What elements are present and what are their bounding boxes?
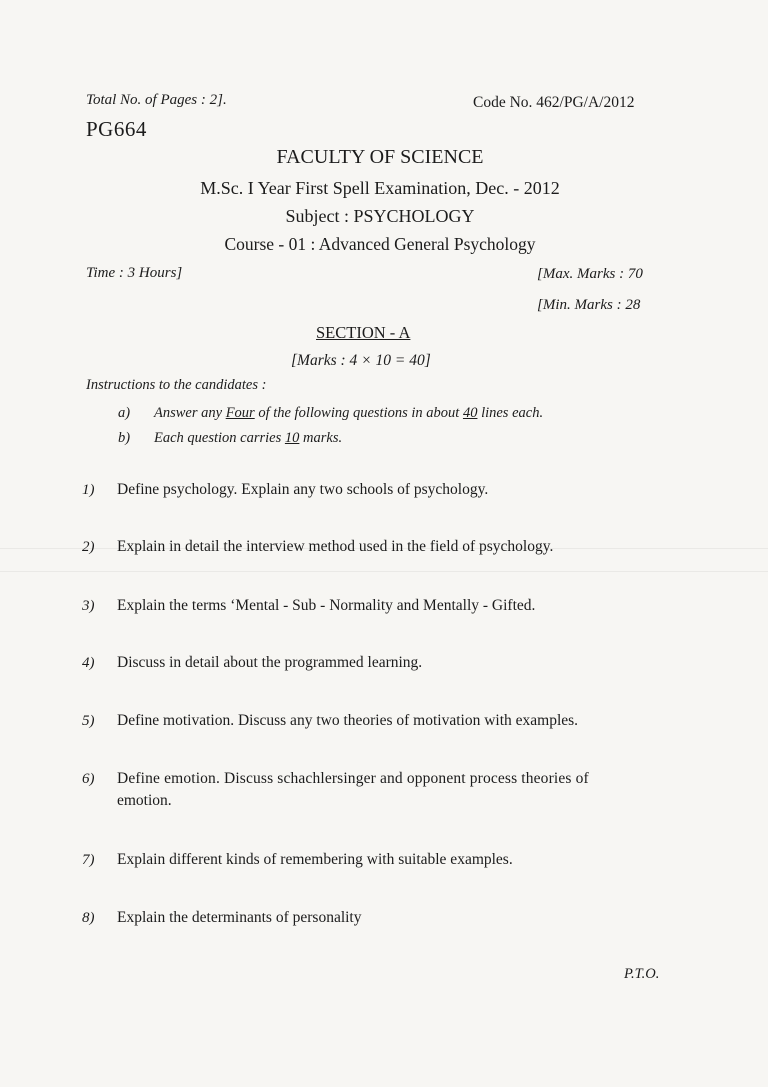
question-number: 8) [82,910,95,926]
scan-artifact-line [0,571,768,572]
question-number: 4) [82,655,95,671]
total-pages: Total No. of Pages : 2]. [86,92,227,108]
min-marks: [Min. Marks : 28 [537,297,641,313]
question-text: Define motivation. Discuss any two theories of motivation with examples. [117,712,579,729]
question-text: Explain the terms ‘Mental - Sub - Normality and Mentally - Gifted. [117,597,536,614]
instruction-b-label: b) [118,430,131,446]
instruction-b-text: Each question carries 10 marks. [154,430,343,446]
instruction-a-label: a) [118,405,131,421]
paper-code: PG664 [86,117,147,141]
please-turn-over: P.T.O. [624,966,660,982]
question-text: Define emotion. Discuss schachlersinger and opponent process theories of [117,770,589,787]
question-number: 1) [82,482,95,498]
question-text: Define psychology. Explain any two schools of psychology. [117,481,489,498]
instructions-heading: Instructions to the candidates : [86,377,267,393]
emphasis-four: Four [225,405,255,421]
question-number: 3) [82,598,95,614]
question-number: 6) [82,771,95,787]
max-marks: [Max. Marks : 70 [537,266,643,282]
question-text: Discuss in detail about the programmed learning. [117,654,423,671]
subject-title: Subject : PSYCHOLOGY [285,206,475,226]
question-text: Explain different kinds of remembering with suitable examples. [117,851,513,868]
question-text: Explain the determinants of personality [117,909,362,926]
question-number: 5) [82,713,95,729]
time-allowed: Time : 3 Hours] [86,265,183,281]
course-title: Course - 01 : Advanced General Psychology [224,234,536,254]
instruction-a-text: Answer any Four of the following questions in about 40 lines each. [154,405,544,421]
exam-title: M.Sc. I Year First Spell Examination, Dec. - 2012 [200,178,560,198]
code-number: Code No. 462/PG/A/2012 [473,94,635,111]
emphasis-forty: 40 [462,405,478,421]
question-text: Explain in detail the interview method used in the field of psychology. [117,538,554,555]
emphasis-ten: 10 [284,430,300,446]
section-title: SECTION - A [316,323,411,342]
question-number: 2) [82,539,95,555]
section-marks: [Marks : 4 × 10 = 40] [291,352,431,369]
question-number: 7) [82,852,95,868]
question-text-continued: emotion. [117,792,172,809]
faculty-title: FACULTY OF SCIENCE [276,146,484,168]
